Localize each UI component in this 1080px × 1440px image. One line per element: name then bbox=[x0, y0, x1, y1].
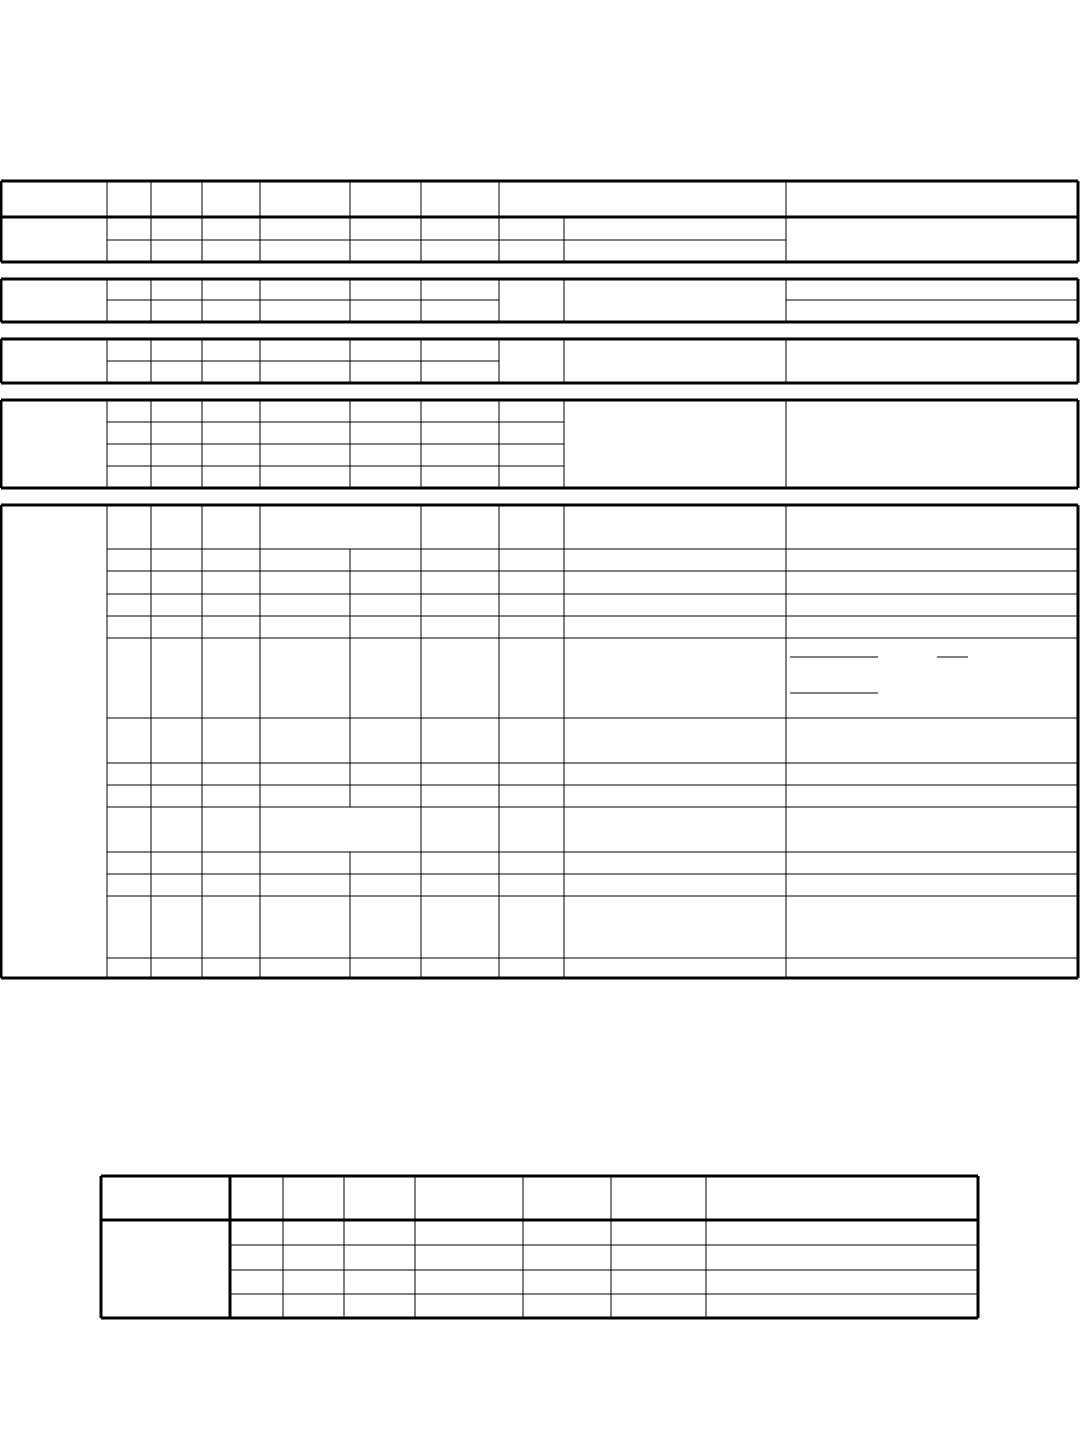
upper-table-grid bbox=[1, 181, 1078, 978]
lower-table-grid bbox=[101, 1176, 978, 1318]
